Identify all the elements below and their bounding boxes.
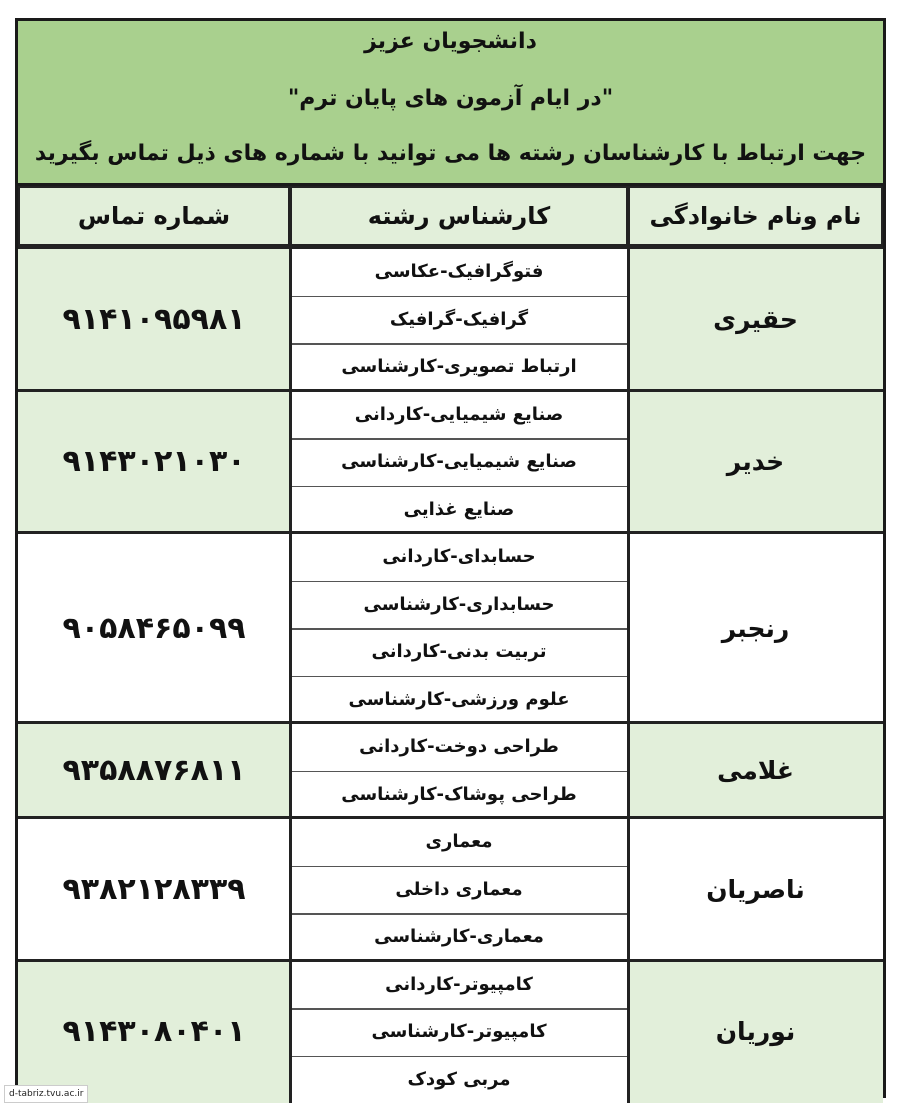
major-divider	[290, 1056, 628, 1058]
row-divider	[18, 531, 883, 534]
major-item: علوم ورزشی-کارشناسی	[290, 676, 628, 724]
major-divider	[290, 913, 628, 915]
major-item: معماری-کارشناسی	[290, 913, 628, 961]
column-divider	[289, 186, 292, 1103]
major-divider	[290, 581, 628, 583]
header-phone: شماره تماس	[18, 186, 290, 246]
header-major: کارشناس رشته	[290, 186, 628, 246]
contact-phone: ۹۱۴۱۰۹۵۹۸۱	[18, 248, 290, 391]
major-item: طراحی پوشاک-کارشناسی	[290, 771, 628, 819]
header-name: نام ونام خانوادگی	[628, 186, 883, 246]
row-divider	[18, 246, 883, 249]
major-item: ارتباط تصویری-کارشناسی	[290, 343, 628, 391]
contact-phone: ۹۳۸۲۱۲۸۳۳۹	[18, 818, 290, 961]
major-divider	[290, 438, 628, 440]
major-divider	[290, 1008, 628, 1010]
contact-name: رنجبر	[628, 533, 883, 723]
contact-name: نوریان	[628, 961, 883, 1104]
major-divider	[290, 296, 628, 298]
major-item: مربی کودک	[290, 1056, 628, 1104]
contact-phone: ۹۱۴۳۰۲۱۰۳۰	[18, 391, 290, 534]
row-divider	[18, 389, 883, 392]
major-divider	[290, 676, 628, 678]
major-item: حسابدای-کاردانی	[290, 533, 628, 581]
major-item: طراحی دوخت-کاردانی	[290, 723, 628, 771]
major-item: حسابداری-کارشناسی	[290, 581, 628, 629]
contact-phone: ۹۱۴۳۰۸۰۴۰۱	[18, 961, 290, 1104]
contact-sheet	[15, 18, 886, 1098]
contact-name: خدیر	[628, 391, 883, 534]
contact-phone: ۹۰۵۸۴۶۵۰۹۹	[18, 533, 290, 723]
contact-name: غلامی	[628, 723, 883, 818]
major-item: معماری	[290, 818, 628, 866]
major-item: گرافیک-گرافیک	[290, 296, 628, 344]
major-item: تربیت بدنی-کاردانی	[290, 628, 628, 676]
banner-subtitle: "در ایام آزمون های پایان ترم"	[287, 86, 614, 111]
column-divider	[627, 186, 630, 1103]
contact-name: حقیری	[628, 248, 883, 391]
row-divider	[18, 816, 883, 819]
banner-greeting: دانشجویان عزیز	[364, 29, 537, 54]
banner	[18, 21, 883, 186]
contact-phone: ۹۳۵۸۸۷۶۸۱۱	[18, 723, 290, 818]
major-item: صنایع غذایی	[290, 486, 628, 534]
major-item: صنایع شیمیایی-کارشناسی	[290, 438, 628, 486]
contact-name: ناصریان	[628, 818, 883, 961]
site-watermark	[4, 1085, 88, 1103]
watermark-text: d-tabriz.tvu.ac.ir	[9, 1089, 84, 1099]
major-item: کامپیوتر-کارشناسی	[290, 1008, 628, 1056]
major-divider	[290, 771, 628, 773]
banner-instruction: جهت ارتباط با کارشناسان رشته ها می توانید با شماره های ذیل تماس بگیرید	[34, 141, 867, 166]
row-divider	[18, 959, 883, 962]
major-divider	[290, 343, 628, 345]
major-divider	[290, 486, 628, 488]
major-item: کامپیوتر-کاردانی	[290, 961, 628, 1009]
major-divider	[290, 628, 628, 630]
major-divider	[290, 866, 628, 868]
major-item: فتوگرافیک-عکاسی	[290, 248, 628, 296]
row-divider	[18, 721, 883, 724]
major-item: معماری داخلی	[290, 866, 628, 914]
major-item: صنایع شیمیایی-کاردانی	[290, 391, 628, 439]
